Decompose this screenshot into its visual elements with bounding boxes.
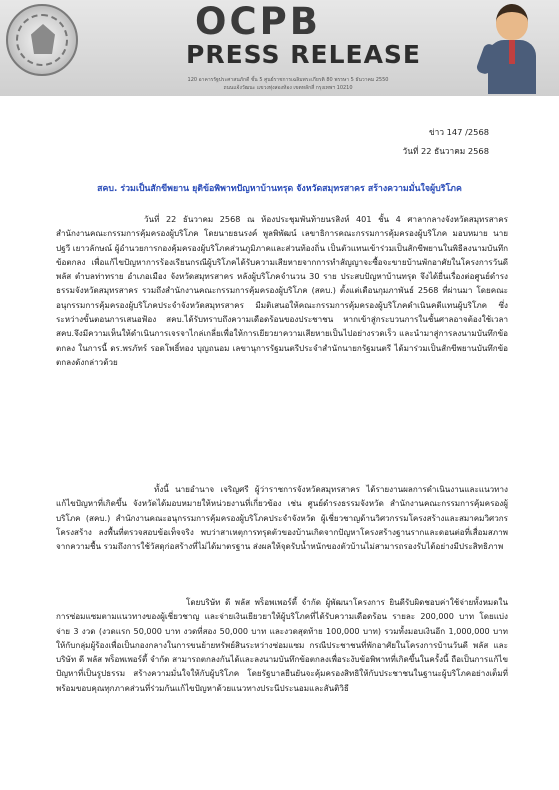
body-paragraph-2: ทั้งนี้ นายอำนาจ เจริญศรี ผู้ว่าราชการจังหวัดสมุทรสาคร ได้รายงานผลการดำเนินงานและแนวทางแก้ไขปัญหาที่เกิดขึ้น จังหวัดได้มอบหมายให้หน่วยงานที่เกี่ยวข้อง เช่น ศูนย์ดำรงธรรมจังหวัด สำนักงานคณะกรรมการคุ้มครองผู้บริโภค (สคบ.) สำนักงานคณะอนุกรรมการคุ้มครองผู้บริโภคประจำจังหวัด ผู้เชี่ยวชาญด้านวิศวกรรมโครงสร้างและสมาคมวิศวกรโครงสร้าง ลงพื้นที่ตรวจสอบข้อเท็จจริง พบว่าสาเหตุการทรุดตัวของบ้านเกิดจากปัญหาโครงสร้างฐานรากและดอนต่อที่เสื่อมสภาพจากความชื้น รวมถึงการใช้วัสดุก่อสร้างที่ไม่ได้มาตรฐาน ส่งผลให้จุดรับน้ำหนักของตัวบ้านไม่สามารถรองรับได้อย่างมีประสิทธิภาพ [56, 484, 508, 552]
address-line-1: 120 อาคารรัฐประศาสนภักดี ชั้น 5 ศูนย์ราชการเฉลิมพระเกียรติ 80 พรรษา 5 ธันวาคม 2550 [187, 77, 389, 83]
news-date: วันที่ 22 ธันวาคม 2568 [402, 146, 489, 156]
press-release-title: PRESS RELEASE [186, 40, 422, 69]
headline: สคบ. ร่วมเป็นสักขีพยาน ยุติข้อพิพาทปัญหาบ้านทรุด จังหวัดสมุทรสาคร สร้างความมั่นใจผู้บริโภค [97, 184, 462, 194]
body-paragraph-3: โดยบริษัท ดี พลัส พร็อพเพอร์ตี้ จำกัด ผู้พัฒนาโครงการ ยินดีรับผิดชอบค่าใช้จ่ายทั้งหมดในการซ่อมแซมตามแนวทางของผู้เชี่ยวชาญ และจ่ายเงินเยียวยาให้ผู้บริโภคที่ได้รับความเดือดร้อน รายละ 200,000 บาท โดยแบ่งจ่าย 3 งวด (งวดแรก 50,000 บาท งวดที่สอง 50,000 บาท และงวดสุดท้าย 100,000 บาท) รวมทั้งมอบเงินอีก 1,000,000 บาท ให้กับกลุ่มผู้ร้องเพื่อเป็นกองกลางในการขนย้ายทรัพย์สินระหว่างซ่อมแซม กรณีประชาชนที่พักอาศัยในโครงการบ้านวันดี พลัส และบริษัท ดี พลัส พร็อพเพอร์ตี้ จำกัด สามารถตกลงกันได้และลงนามบันทึกข้อตกลงเพื่อระงับข้อพิพาทที่เกิดขึ้นในครั้งนี้ ถือเป็นการแก้ไขปัญหาที่เป็นรูปธรรม สร้างความมั่นใจให้กับผู้บริโภค โดยรัฐบาลยืนยันจะคุ้มครองสิทธิให้กับประชาชนในฐานะผู้บริโภคอย่างเต็มที่ พร้อมขอบคุณทุกภาคส่วนที่ร่วมกันแก้ไขปัญหาด้วยแนวทางประนีประนอมและสันติวิธี [56, 597, 508, 693]
avatar-tie [509, 40, 515, 64]
address-line-2: ถนนแจ้งวัฒนะ แขวงทุ่งสองห้อง เขตหลักสี่ กรุงเทพฯ 10210 [223, 85, 353, 91]
header-banner [0, 0, 559, 96]
spokesperson-illustration [482, 4, 542, 94]
ocpb-seal-logo [6, 4, 78, 76]
brand-title: OCPB [195, 0, 321, 43]
news-number: ข่าว 147 /2568 [428, 127, 489, 137]
body-paragraph-1: วันที่ 22 ธันวาคม 2568 ณ ห้องประชุมพันท้ายนรสิงห์ 401 ชั้น 4 ศาลากลางจังหวัดสมุทรสาคร สำนักงานคณะกรรมการคุ้มครองผู้บริโภค โดยนายธนรงค์ พูลพิพัฒน์ เลขาธิการคณะกรรมการคุ้มครองผู้บริโภค มอบหมาย นายปฐวี เยาวลักษณ์ ผู้อำนวยการกองคุ้มครองผู้บริโภคส่วนภูมิภาคและส่วนท้องถิ่น เป็นตัวแทนเข้าร่วมเป็นสักขีพยานในพิธีลงนามบันทึกข้อตกลง เพื่อแก้ไขปัญหาการร้องเรียนกรณีผู้บริโภคได้รับความเสียหายจากการทำสัญญาจะซื้อจะขายบ้านพักอาศัยในโครงการวันดีพลัส ตำบลท่าทราย อำเภอเมือง จังหวัดสมุทรสาคร หลังผู้บริโภคจำนวน 30 ราย ประสบปัญหาบ้านทรุด จึงได้ยื่นเรื่องต่อศูนย์ดำรงธรรมจังหวัดสมุทรสาคร รวมถึงสำนักงานคณะกรรมการคุ้มครองผู้บริโภค (สคบ.) ตั้งแต่เดือนกุมภาพันธ์ 2568 ที่ผ่านมา โดยคณะอนุกรรมการคุ้มครองผู้บริโภคประจำจังหวัดสมุทรสาคร มีมติเสนอให้คณะกรรมการคุ้มครองผู้บริโภคดำเนินคดีแทนผู้บริโภค ซึ่งระหว่างขั้นตอนการเสนอฟ้อง สคบ.ได้รับทราบถึงความเดือดร้อนของประชาชน หากเข้าสู่กระบวนการในชั้นศาลอาจต้องใช้เวลา สคบ.จึงมีความเห็นให้ดำเนินการเจรจาไกล่เกลี่ยเพื่อให้การเยียวยาความเสียหายเป็นไปอย่างรวดเร็ว และนำมาสู่การลงนามบันทึกข้อตกลง ในการนี้ ดร.พรภัทร์ รอดโพธิ์ทอง บุญถนอม เลขานุการรัฐมนตรีประจำสำนักนายกรัฐมนตรี ได้มาร่วมเป็นสักขีพยานบันทึกข้อตกลงดังกล่าวด้วย [56, 214, 508, 367]
avatar-head [496, 4, 528, 40]
